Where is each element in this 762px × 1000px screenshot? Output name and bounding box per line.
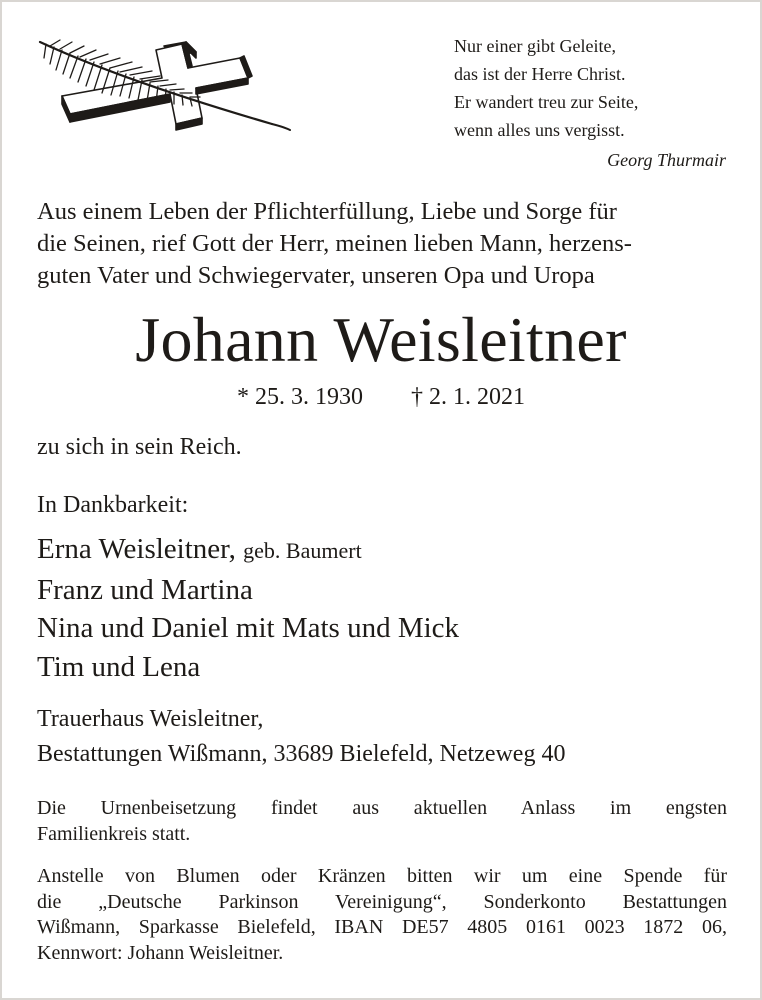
burial-notice	[37, 795, 727, 847]
birth-date: * 25. 3. 1930	[237, 384, 363, 410]
donation-request	[37, 864, 727, 966]
deceased-name: Johann Weisleitner	[135, 304, 627, 375]
life-dates	[0, 380, 762, 414]
poem-author: Georg Thurmair	[607, 150, 726, 170]
intro-line: die Seinen, rief Gott der Herr, meinen lieben Mann, herzens-	[37, 230, 632, 257]
death-date: † 2. 1. 2021	[411, 384, 525, 410]
donation-line: die „Deutsche Parkinson Vereinigung“, Sonderkonto Bestattungen	[37, 890, 727, 913]
closing-line: zu sich in sein Reich.	[37, 434, 242, 460]
notice-line: Die Urnenbeisetzung findet aus aktuellen Anlass im engsten	[37, 797, 727, 819]
poem-line: wenn alles uns vergisst.	[454, 120, 625, 140]
maiden-name: geb. Baumert	[243, 538, 362, 563]
intro-line: guten Vater und Schwiegervater, unseren Opa und Uropa	[37, 262, 595, 289]
mourner-name: Franz und Martina	[37, 573, 253, 606]
address-line: Trauerhaus Weisleitner,	[37, 706, 264, 732]
mourners-list	[37, 530, 459, 686]
notice-line: Familienkreis statt.	[37, 823, 191, 845]
mourner-name: Nina und Daniel mit Mats und Mick	[37, 612, 460, 644]
donation-line: Wißmann, Sparkasse Bielefeld, IBAN DE57 4805 0161 0023 1872 06,	[37, 916, 727, 938]
thanks-heading: In Dankbarkeit:	[37, 492, 189, 518]
donation-line: Anstelle von Blumen oder Kränzen bitten wir um eine Spende für	[37, 865, 727, 887]
poem-line: Nur einer gibt Geleite,	[454, 36, 616, 56]
mourner-widow	[37, 530, 459, 571]
intro-line: Aus einem Leben der Pflichterfüllung, Liebe und Sorge für	[37, 198, 617, 225]
mourner-name: Erna Weisleitner,	[37, 533, 236, 565]
poem-line: Er wandert treu zur Seite,	[454, 92, 639, 112]
poem-line: das ist der Herre Christ.	[454, 64, 626, 84]
intro-text	[37, 196, 727, 292]
cross-with-palm-branch-icon	[36, 38, 296, 138]
poem-quote	[454, 32, 726, 174]
funeral-home-address	[37, 702, 565, 772]
address-line: Bestattungen Wißmann, 33689 Bielefeld, Netzeweg 40	[37, 741, 566, 767]
donation-line: Kennwort: Johann Weisleitner.	[37, 941, 284, 964]
mourner-name: Tim und Lena	[37, 650, 201, 683]
